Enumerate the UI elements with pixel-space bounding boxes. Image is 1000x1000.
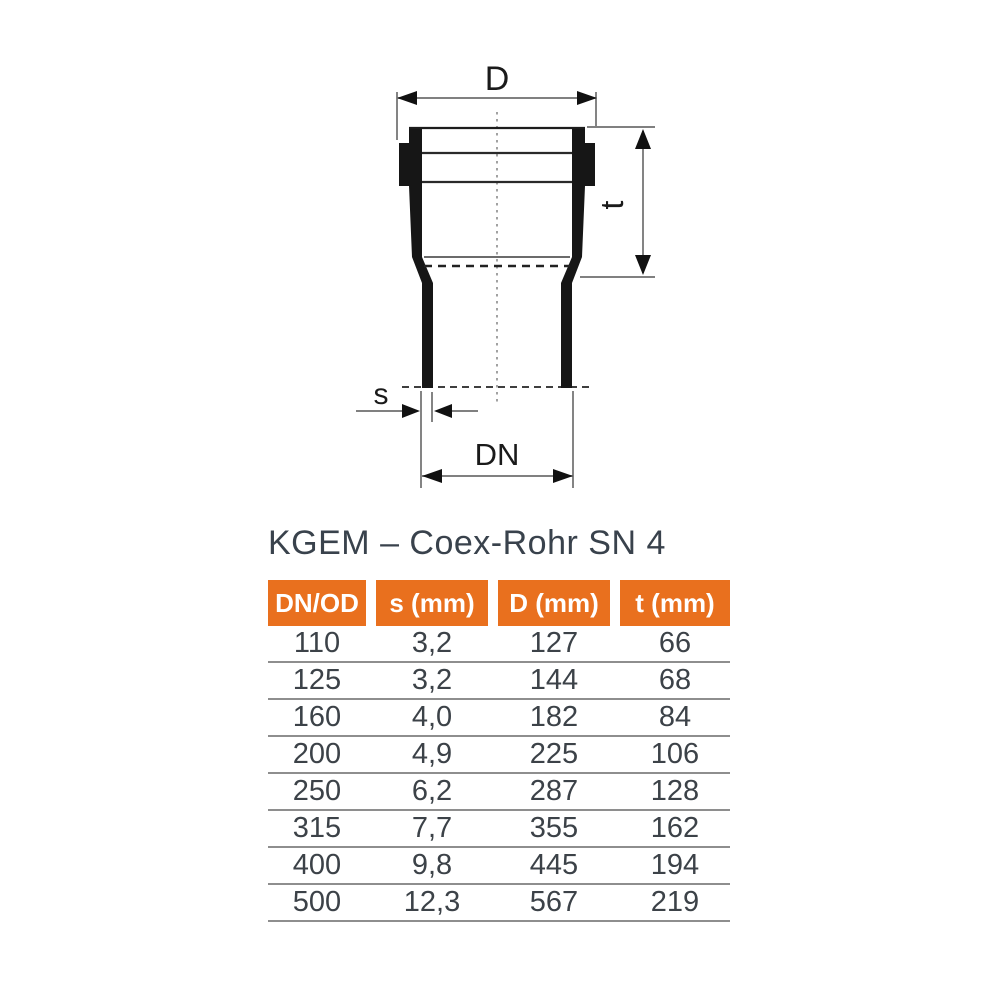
table-cell: 225	[529, 738, 579, 770]
arrowhead-up-icon	[635, 129, 651, 149]
column-header-t-mm: t (mm)	[620, 580, 730, 626]
table-cell: 287	[529, 775, 579, 807]
table-cell: 162	[650, 812, 700, 844]
table-body	[268, 626, 730, 922]
table-row	[268, 700, 730, 737]
product-title: KGEM – Coex-Rohr SN 4	[268, 524, 666, 562]
table-cell: 127	[529, 627, 579, 659]
label-socket-depth: t	[594, 200, 630, 210]
table-cell: 200	[292, 738, 342, 770]
table-cell: 128	[650, 775, 700, 807]
table-cell: 4,9	[411, 738, 453, 770]
arrowhead-right-icon	[402, 404, 420, 418]
label-nominal-diameter: DN	[474, 437, 520, 472]
table-cell: 12,3	[403, 886, 461, 918]
table-cell: 110	[293, 627, 341, 659]
arrowhead-left-icon	[422, 469, 442, 483]
arrowhead-left-icon	[397, 91, 417, 105]
table-cell: 160	[292, 701, 342, 733]
label-socket-outer-diameter: D	[484, 60, 510, 98]
table-header-row	[268, 580, 730, 626]
table-cell: 68	[658, 664, 692, 696]
table-cell: 355	[529, 812, 579, 844]
table-cell: 500	[292, 886, 342, 918]
table-cell: 219	[650, 886, 700, 918]
table-row	[268, 774, 730, 811]
table-row	[268, 737, 730, 774]
table-row	[268, 626, 730, 663]
table-cell: 84	[658, 701, 692, 733]
table-row	[268, 811, 730, 848]
table-cell: 194	[650, 849, 700, 881]
table-cell: 4,0	[411, 701, 453, 733]
table-cell: 6,2	[411, 775, 453, 807]
table-cell: 567	[529, 886, 579, 918]
arrowhead-down-icon	[635, 255, 651, 275]
table-row	[268, 885, 730, 922]
table-cell: 3,2	[411, 664, 453, 696]
table-cell: 7,7	[411, 812, 453, 844]
table-cell: 66	[658, 627, 692, 659]
arrowhead-right-icon	[577, 91, 597, 105]
table-cell: 445	[529, 849, 579, 881]
table-row	[268, 848, 730, 885]
table-cell: 315	[292, 812, 342, 844]
column-header-d-mm: D (mm)	[498, 580, 610, 626]
table-cell: 400	[292, 849, 342, 881]
table-cell: 250	[292, 775, 342, 807]
table-cell: 182	[529, 701, 579, 733]
table-cell: 106	[650, 738, 700, 770]
arrowhead-left-icon	[434, 404, 452, 418]
column-header-dn-od: DN/OD	[268, 580, 366, 626]
column-header-s-mm: s (mm)	[376, 580, 488, 626]
spec-table	[268, 580, 730, 922]
table-cell: 9,8	[411, 849, 453, 881]
table-cell: 3,2	[411, 627, 453, 659]
arrowhead-right-icon	[553, 469, 573, 483]
dimension-DN	[421, 391, 573, 488]
dimension-s	[356, 378, 478, 422]
label-wall-thickness: s	[373, 378, 389, 411]
table-cell: 125	[292, 664, 342, 696]
table-row	[268, 663, 730, 700]
table-cell: 144	[529, 664, 579, 696]
